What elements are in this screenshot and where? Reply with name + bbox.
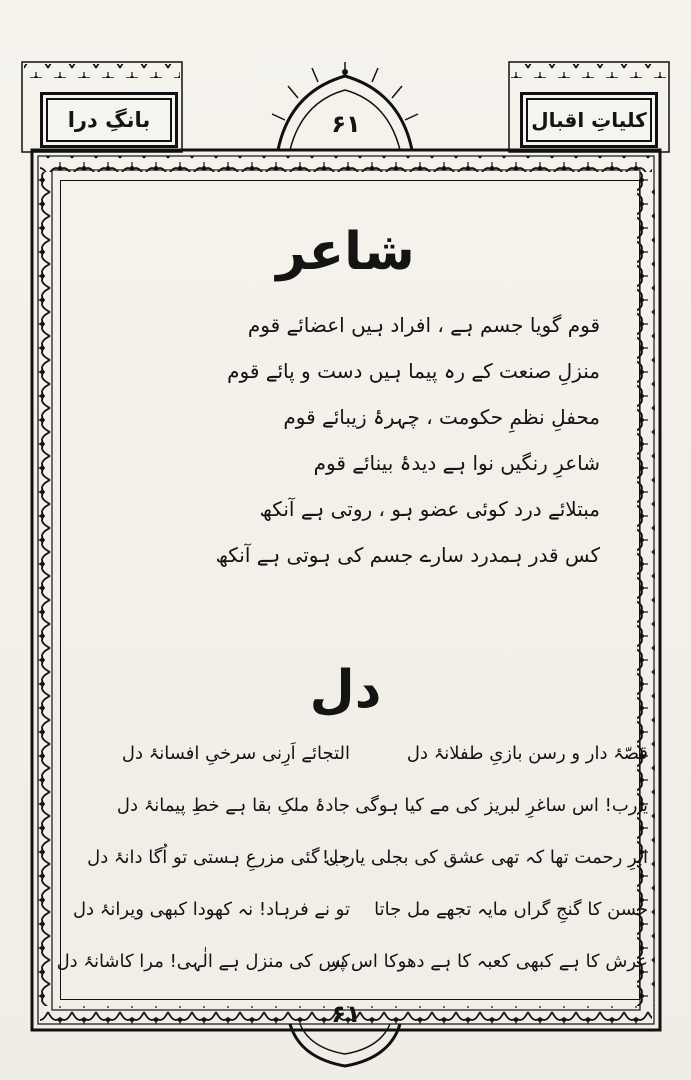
verse-line: التجائے اَرِنی سرخیِ افسانۂ دل [121, 743, 350, 764]
verse-line: جل گئی مزرعِ ہستی تو اُگا دانۂ دل [87, 847, 350, 868]
verse-line: کس قدر ہمدرد سارے جسم کی ہوتی ہے آنکھ [215, 543, 600, 567]
section-title: بانگِ درا [67, 108, 151, 132]
verse-line: قوم گویا جسم ہے ، افراد ہیں اعضائے قوم [247, 313, 600, 337]
verse-line: حسن کا گنجِ گراں مایہ تجھے مل جاتا [374, 899, 648, 920]
verse-line: تو نے فرہاد! نہ کھودا کبھی ویرانۂ دل [72, 899, 350, 920]
verse-line: عرش کا ہے کبھی کعبہ کا ہے دھوکا اس پر [330, 951, 648, 972]
poem-dil-right-column [321, 728, 648, 988]
verse-line: جادۂ ملکِ بقا ہے خطِ پیمانۂ دل [116, 795, 350, 816]
section-title-box [40, 92, 178, 148]
poem-shair-verses [150, 302, 600, 578]
verse-line: محفلِ نظمِ حکومت ، چہرۂ زیبائے قوم [283, 405, 600, 429]
verse-line: منزلِ صنعت کے رہ پیما ہیں دست و پائے قوم [227, 359, 600, 383]
poem-title-dil: دل [309, 660, 382, 720]
poem-dil-left-column [50, 728, 350, 988]
poem-title-shair: شاعر [276, 222, 415, 282]
page-number-bottom: ۶۱ [331, 1000, 361, 1028]
verse-line: مبتلائے درد کوئی عضو ہو ، روتی ہے آنکھ [259, 497, 600, 521]
verse-line: شاعرِ رنگیں نوا ہے دیدۂ بینائے قوم [313, 451, 600, 475]
verse-line: ابرِ رحمت تھا کہ تھی عشق کی بجلی یارب! [321, 847, 648, 868]
verse-line: قصّۂ دار و رسن بازیِ طفلانۂ دل [406, 743, 648, 764]
book-title-box [520, 92, 658, 148]
page-number-top: ۶۱ [331, 110, 361, 138]
verse-line: کس کی منزل ہے الٰہی! مرا کاشانۂ دل [56, 951, 350, 972]
book-title: کلیاتِ اقبال [531, 108, 647, 132]
verse-line: یارب! اس ساغرِ لبریز کی مے کیا ہوگی [355, 795, 648, 816]
